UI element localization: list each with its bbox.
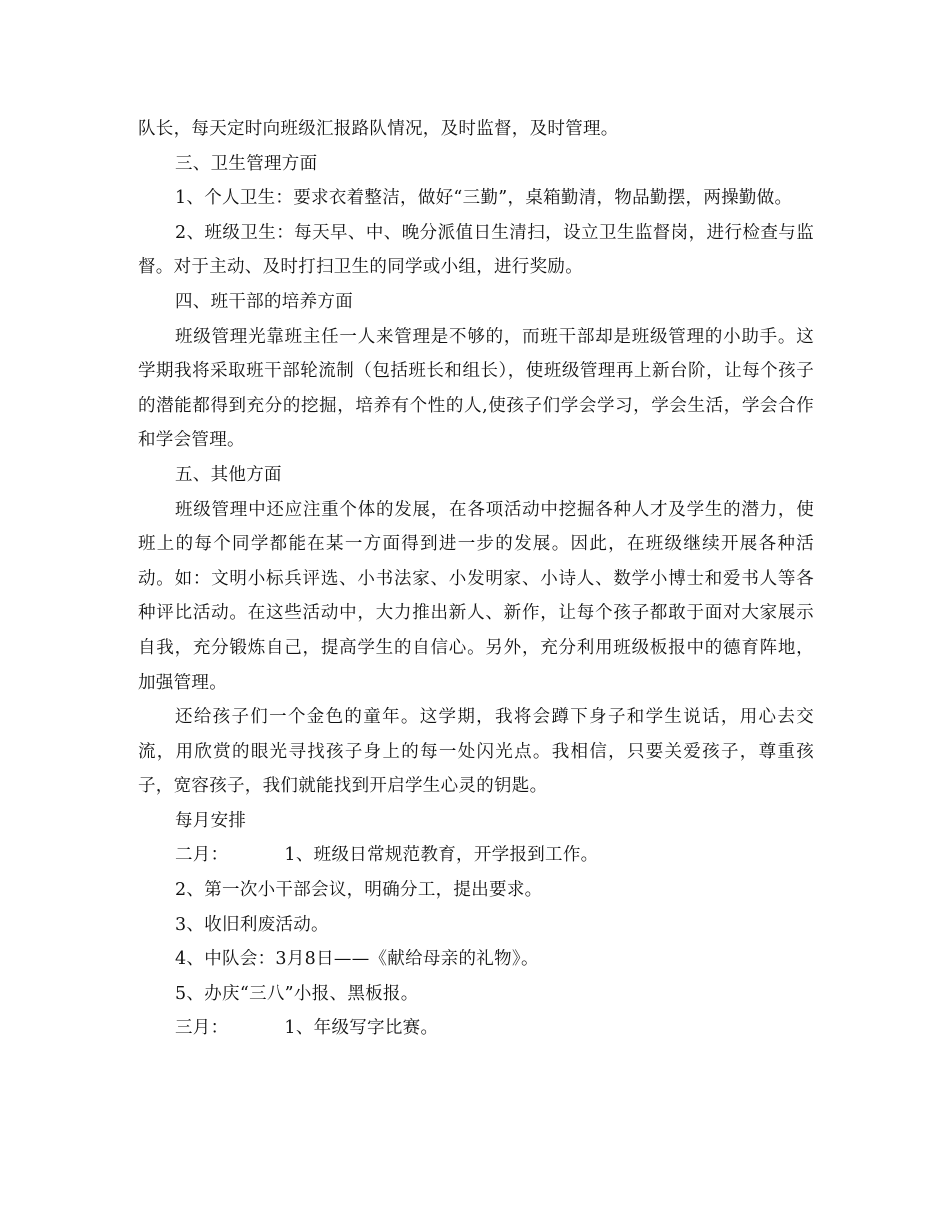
feb-label: 二月： (175, 845, 229, 866)
heading-monthly-plan: 每月安排 (175, 810, 247, 831)
feb-item-2: 2、第一次小干部会议，明确分工，提出要求。 (175, 880, 543, 901)
paragraph-class-hygiene: 2、班级卫生：每天早、中、晚分派值日生清扫，设立卫生监督岗，进行检查与监督。对于主动、及时打扫卫生的同学或小组，进行奖励。 (138, 222, 814, 278)
mar-label: 三月： (175, 1018, 229, 1039)
paragraph-class-cadre: 班级管理光靠班主任一人来管理是不够的，而班干部却是班级管理的小助手。这学期我将采取班干部轮流制（包括班长和组长），使班级管理再上新台阶，让每个孩子的潜能都得到充分的挖掘，培养有个性的人,使孩子们学会学习，学会生活，学会合作和学会管理。 (138, 326, 814, 451)
heading-other: 五、其他方面 (175, 464, 282, 485)
mar-row (138, 1011, 814, 1046)
document-body (138, 112, 814, 1046)
mar-item-1: 1、年级写字比赛。 (284, 1018, 439, 1039)
heading-class-cadre: 四、班干部的培养方面 (175, 291, 353, 312)
feb-item-5: 5、办庆“三八”小报、黑板报。 (175, 983, 419, 1004)
paragraph-individual-development: 班级管理中还应注重个体的发展，在各项活动中挖掘各种人才及学生的潜力，使班上的每个同学都能在某一方面得到进一步的发展。因此，在班级继续开展各种活动。如：文明小标兵评选、小书法家、小发明家、小诗人、数学小博士和爱书人等各种评比活动。在这些活动中，大力推出新人、新作，让每个孩子都敢于面对大家展示自我，充分锻炼自己，提高学生的自信心。另外，充分利用班级板报中的德育阵地，加强管理。 (138, 499, 814, 693)
paragraph-golden-childhood: 还给孩子们一个金色的童年。这学期，我将会蹲下身子和学生说话，用心去交流，用欣赏的眼光寻找孩子身上的每一处闪光点。我相信，只要关爱孩子，尊重孩子，宽容孩子，我们就能找到开启学生心灵的钥匙。 (138, 707, 814, 797)
paragraph-personal-hygiene: 1、个人卫生：要求衣着整洁，做好“三勤”，桌箱勤清，物品勤摆，两操勤做。 (175, 188, 793, 209)
feb-row (138, 838, 814, 873)
paragraph-road-team: 队长，每天定时向班级汇报路队情况，及时监督，及时管理。 (138, 119, 619, 139)
feb-item-3: 3、收旧利废活动。 (175, 914, 329, 935)
heading-hygiene: 三、卫生管理方面 (175, 153, 318, 174)
feb-item-1: 1、班级日常规范教育，开学报到工作。 (284, 845, 599, 866)
feb-item-4: 4、中队会：3月8日——《献给母亲的礼物》。 (175, 949, 539, 970)
